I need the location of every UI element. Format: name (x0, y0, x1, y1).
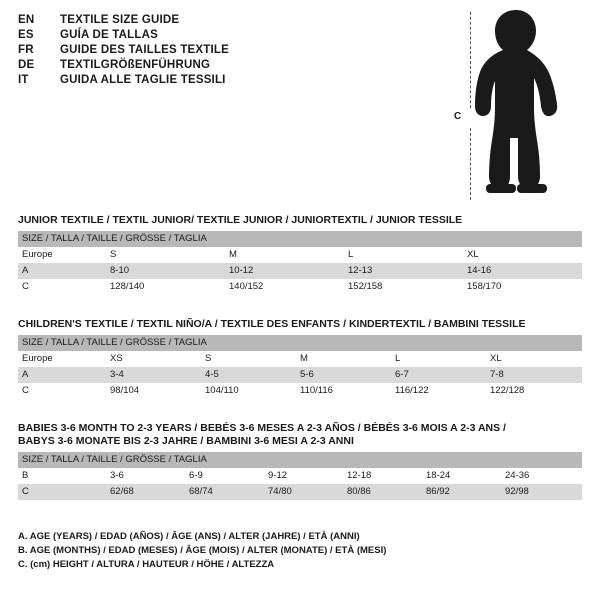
cell: M (296, 351, 391, 367)
table-header-row (18, 335, 582, 351)
language-code-it: IT (18, 74, 29, 86)
size-header-label: SIZE / TALLA / TAILLE / GRÖSSE / TAGLIA (18, 231, 582, 247)
row-label: Europe (18, 351, 106, 367)
height-measure-label: C (454, 111, 462, 122)
cell: 6-7 (391, 367, 486, 383)
legend-line-b: B. AGE (MONTHS) / EDAD (MESES) / ÂGE (MOIS) / ALTER (MONATE) / ETÀ (MESI) (18, 545, 387, 556)
child-silhouette-icon (462, 6, 582, 202)
cell: 68/74 (185, 484, 264, 500)
language-title-es: GUÍA DE TALLAS (60, 29, 158, 41)
table-row (18, 484, 582, 500)
cell: L (344, 247, 463, 263)
cell: 7-8 (486, 367, 582, 383)
section-babies-title-line2: BABYS 3-6 MONATE BIS 2-3 JAHRE / BAMBINI 3-6 MESI A 2-3 ANNI (18, 435, 354, 447)
cell: 62/68 (106, 484, 185, 500)
cell: 152/158 (344, 279, 463, 295)
section-junior (18, 214, 582, 295)
section-children-table (18, 335, 582, 399)
cell: 24-36 (501, 468, 582, 484)
row-label: C (18, 484, 106, 500)
legend-line-c: C. (cm) HEIGHT / ALTURA / HAUTEUR / HÖHE / ALTEZZA (18, 559, 275, 570)
section-babies (18, 422, 582, 500)
cell: 98/104 (106, 383, 201, 399)
table-row (18, 279, 582, 295)
cell: 6-9 (185, 468, 264, 484)
cell: 3-4 (106, 367, 201, 383)
table-row (18, 367, 582, 383)
section-babies-table (18, 452, 582, 500)
language-code-de: DE (18, 59, 35, 71)
cell: XL (486, 351, 582, 367)
language-title-de: TEXTILGRÖßENFÜHRUNG (60, 59, 211, 71)
cell: 74/80 (264, 484, 343, 500)
cell: L (391, 351, 486, 367)
cell: 5-6 (296, 367, 391, 383)
cell: 158/170 (463, 279, 582, 295)
language-row-en (18, 14, 438, 26)
language-title-it: GUIDA ALLE TAGLIE TESSILI (60, 74, 226, 86)
table-header-row (18, 231, 582, 247)
cell: XS (106, 351, 201, 367)
cell: 9-12 (264, 468, 343, 484)
language-title-fr: GUIDE DES TAILLES TEXTILE (60, 44, 229, 56)
cell: 80/86 (343, 484, 422, 500)
row-label: A (18, 367, 106, 383)
table-row (18, 351, 582, 367)
cell: 86/92 (422, 484, 501, 500)
section-children-title: CHILDREN'S TEXTILE / TEXTIL NIÑO/A / TEXTILE DES ENFANTS / KINDERTEXTIL / BAMBINI TESSILE (18, 318, 526, 330)
size-header-label: SIZE / TALLA / TAILLE / GRÖSSE / TAGLIA (18, 452, 582, 468)
language-title-en: TEXTILE SIZE GUIDE (60, 14, 180, 26)
cell: S (106, 247, 225, 263)
table-row (18, 468, 582, 484)
cell: 4-5 (201, 367, 296, 383)
cell: 18-24 (422, 468, 501, 484)
cell: 12-18 (343, 468, 422, 484)
section-babies-title (18, 422, 582, 448)
cell: 8-10 (106, 263, 225, 279)
legend-block (18, 530, 582, 572)
section-babies-title-line1: BABIES 3-6 MONTH TO 2-3 YEARS / BEBÉS 3-6 MESES A 2-3 AÑOS / BÉBÉS 3-6 MOIS A 2-3 ANS / (18, 422, 506, 434)
language-code-fr: FR (18, 44, 34, 56)
table-header-row (18, 452, 582, 468)
cell: 92/98 (501, 484, 582, 500)
section-junior-title: JUNIOR TEXTILE / TEXTIL JUNIOR/ TEXTILE JUNIOR / JUNIORTEXTIL / JUNIOR TESSILE (18, 214, 463, 226)
size-header-label: SIZE / TALLA / TAILLE / GRÖSSE / TAGLIA (18, 335, 582, 351)
cell: XL (463, 247, 582, 263)
table-row (18, 383, 582, 399)
language-title-block (18, 14, 438, 89)
cell: 104/110 (201, 383, 296, 399)
cell: S (201, 351, 296, 367)
cell: 10-12 (225, 263, 344, 279)
language-code-en: EN (18, 14, 35, 26)
cell: 116/122 (391, 383, 486, 399)
language-row-es (18, 29, 438, 41)
table-row (18, 247, 582, 263)
row-label: C (18, 383, 106, 399)
row-label: Europe (18, 247, 106, 263)
table-row (18, 263, 582, 279)
language-row-de (18, 59, 438, 71)
figure-area (440, 6, 590, 202)
cell: 128/140 (106, 279, 225, 295)
language-row-fr (18, 44, 438, 56)
cell: 110/116 (296, 383, 391, 399)
cell: 122/128 (486, 383, 582, 399)
row-label: C (18, 279, 106, 295)
row-label: A (18, 263, 106, 279)
language-row-it (18, 74, 438, 86)
row-label: B (18, 468, 106, 484)
cell: M (225, 247, 344, 263)
cell: 3-6 (106, 468, 185, 484)
section-junior-table (18, 231, 582, 295)
section-children (18, 318, 582, 399)
cell: 14-16 (463, 263, 582, 279)
language-code-es: ES (18, 29, 34, 41)
cell: 12-13 (344, 263, 463, 279)
legend-line-a: A. AGE (YEARS) / EDAD (AÑOS) / ÂGE (ANS) / ALTER (JAHRE) / ETÀ (ANNI) (18, 531, 360, 542)
cell: 140/152 (225, 279, 344, 295)
